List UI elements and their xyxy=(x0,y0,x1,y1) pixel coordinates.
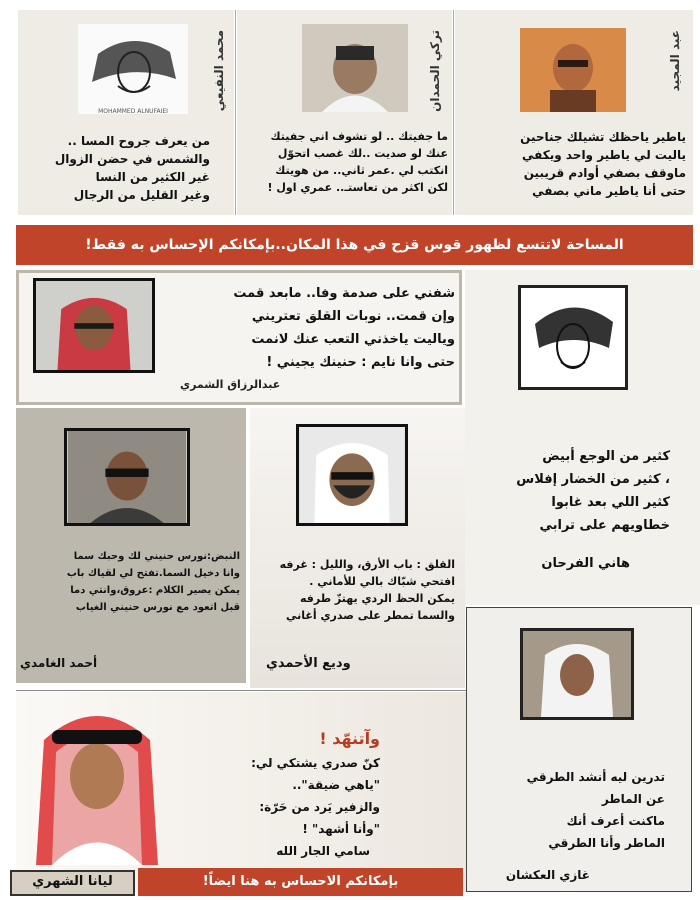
poem-text-ghazi: تدرين ليه أنشد الطرقي عن الماطر ماكنت أعرف أنك الماطر وأنا الطرقي xyxy=(526,770,665,850)
poet-signature-abdulrazzaq: عبدالرزاق الشمري xyxy=(180,378,281,391)
poet-photo-abdulmajeed xyxy=(520,28,626,112)
poet-name-abdulmajeed: عبد المجيد xyxy=(668,30,682,92)
poet-name-hani: هاني الفرحان xyxy=(541,556,630,571)
poet-photo-ghazi xyxy=(520,628,634,720)
portrait-icon xyxy=(299,427,405,523)
poem-text-turki: ما جفيتك .. لو تشوف اني جفيتك عنك لو صديت ..لك غصب اتحوّل انكتب لي .عمر ثاني.. من هويتك لكن اكثر من تعاستـ.. عمري اول ! xyxy=(267,130,448,194)
poem-text-hani: كثير من الوجع أبيض ، كثير من الخضار إفلاس كثير اللي بعد غابوا خطاويهم على ترابي xyxy=(516,449,670,533)
portrait-icon xyxy=(22,700,172,865)
poet-photo-wadie xyxy=(296,424,408,526)
poet-name-ahmed: أحمد الغامدي xyxy=(20,656,98,670)
poet-photo-abdulrazzaq xyxy=(33,278,155,373)
banner-top: المساحة لاتتسع لظهور قوس قزح في هذا المكان..بإمكانكم الإحساس به فقط! xyxy=(16,225,693,265)
poem-text-mohammed: من يعرف جروح المسا .. والشمس في حضن الزوال غير الكثير من النسا وغير القليل من الرجال xyxy=(54,134,210,202)
footer-name: ليانا الشهري xyxy=(32,874,113,889)
portrait-icon xyxy=(523,631,631,717)
poem-text-abdulmajeed: ياطير ياحظك تشيلك جناحين ياليت لي ياطير واحد ويكفي ماوقف بصفي أوادم قريبين حتى أنا ياطير ماني بصفي xyxy=(520,130,686,198)
divider xyxy=(16,690,466,691)
poem-text-sami: كنّ صدري يشتكي لي: "ياهي ضيقة".. والزفير يَرد من حَرّة: "وأنا أشهد" ! xyxy=(251,756,380,836)
poet-photo-liyana xyxy=(22,700,172,865)
poet-name-mohammed: محمد النفيعي xyxy=(212,30,226,112)
poet-name-sami: سامي الجار الله xyxy=(276,844,370,858)
poet-name-ghazi: غازي العكشان xyxy=(505,868,590,882)
poem-text-ahmed: النبض:نورس حنيني لك وحبك سما وانا دخيل السما.تفتح لي لقياك باب يمكن يصير الكلام :عروق،وانتي دما قبل اتعود مع نورس حنيني الغياب xyxy=(66,551,240,613)
divider xyxy=(453,10,454,215)
poet-name-turki: تركي الحمدان xyxy=(428,30,442,112)
poem-text-wadie: القلق : باب الأرق، والليل : غرفه افتحي شبّاك بالي للأماني . يمكن الحظ الردي يهتزّ طرفه والسما تمطر على صدري أغاني xyxy=(279,558,455,622)
portrait-icon xyxy=(36,281,152,370)
portrait-icon xyxy=(520,28,626,112)
poet-name-wadie: وديع الأحمدي xyxy=(266,656,351,671)
divider xyxy=(235,10,236,215)
photo-caption: MOHAMMED ALNUFAIEI xyxy=(98,108,168,115)
poem-text-abdulrazzaq: شفني على صدمة وفا.. مابعد قمت وإن قمت.. نوبات القلق تعتريني وياليت ياخذني التعب عنك لانمت حتى وانا نايم : حنينك يجيني ! xyxy=(233,286,455,370)
sketch-portrait-icon xyxy=(521,288,625,387)
banner-bottom: بإمكانكم الاحساس به هنا ايضاً! xyxy=(138,868,463,896)
poet-photo-hani xyxy=(518,285,628,390)
poem-title-sami: وآتنهّد ! xyxy=(319,729,380,748)
poet-photo-mohammed xyxy=(78,24,188,114)
poet-photo-ahmed xyxy=(64,428,190,526)
poet-photo-turki xyxy=(302,24,408,112)
portrait-icon xyxy=(302,24,408,112)
portrait-icon xyxy=(67,431,187,523)
sketch-portrait-icon xyxy=(78,24,188,114)
